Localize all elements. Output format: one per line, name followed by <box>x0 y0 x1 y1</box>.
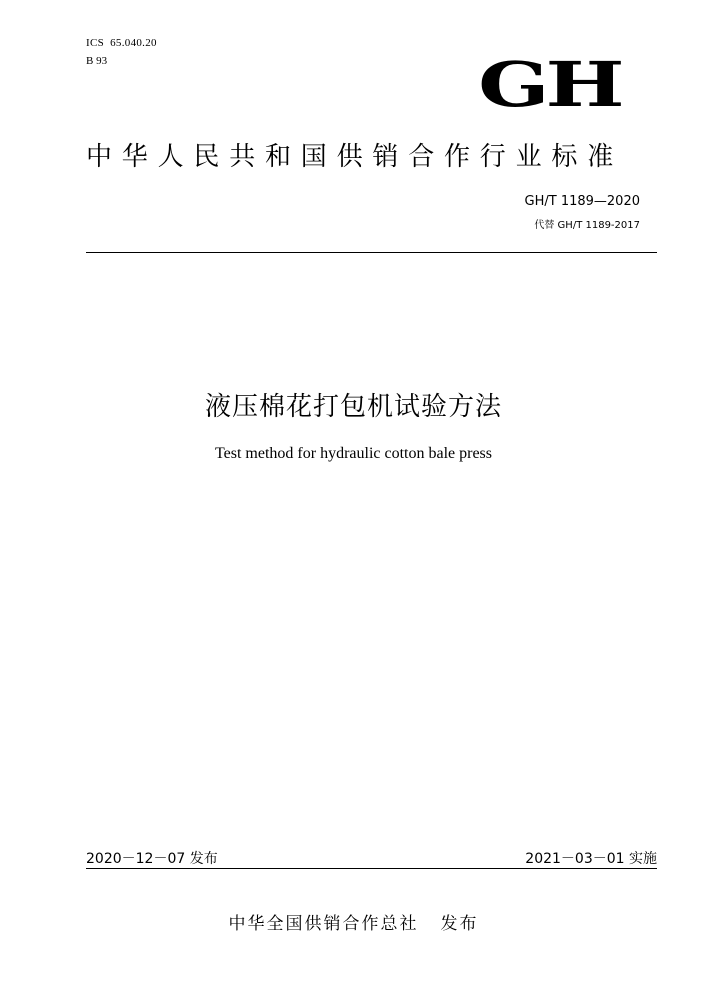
standard-number: GH/T 1189—2020 <box>524 194 640 209</box>
implementation-date: 2021－03－01 实施 <box>525 851 657 867</box>
header-divider <box>86 252 657 253</box>
publisher-action: 发布 <box>440 914 479 934</box>
document-title-english: Test method for hydraulic cotton bale press <box>214 445 493 462</box>
ics-code: ICS 65.040.20 <box>86 37 157 49</box>
issue-date: 2020－12－07 发布 <box>86 851 218 867</box>
publisher-name: 中华全国供销合作总社 <box>228 914 419 934</box>
gh-logo: GH <box>478 48 621 121</box>
publisher-line <box>0 909 707 934</box>
standard-category-name: 中华人民共和国供销合作行业标准 <box>86 142 624 172</box>
replaces-standard: 代替 GH/T 1189-2017 <box>534 220 640 231</box>
classification-code: B 93 <box>86 55 108 67</box>
document-title-chinese: 液压棉花打包机试验方法 <box>204 392 502 422</box>
footer-divider <box>86 868 657 869</box>
